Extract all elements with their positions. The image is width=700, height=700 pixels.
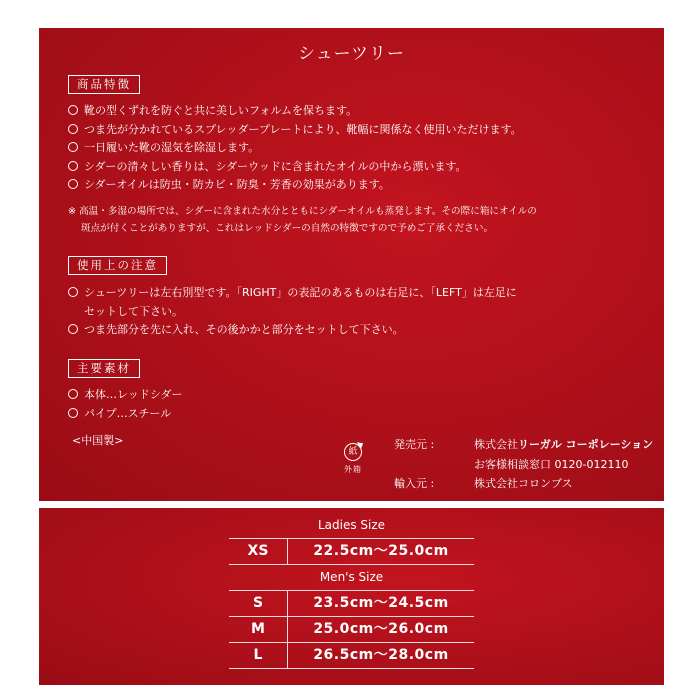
features-list bbox=[68, 102, 656, 195]
origin-label: <中国製> bbox=[72, 434, 124, 447]
list-item: シューツリーは左右別型です。「RIGHT」の表記のあるものは右足に、「LEFT」は左足に bbox=[68, 284, 656, 303]
table-row bbox=[229, 538, 474, 565]
size-panel bbox=[39, 508, 664, 685]
seller-key: 発売元 : bbox=[394, 438, 435, 451]
size-range: 23.5cm～24.5cm bbox=[313, 595, 449, 611]
company-info bbox=[394, 435, 653, 494]
paper-recycle-mark bbox=[339, 443, 367, 475]
list-item: シダーオイルは防虫・防カビ・防臭・芳香の効果があります。 bbox=[68, 176, 656, 195]
seller-name: リーガル コーポレーション bbox=[518, 438, 654, 451]
table-row bbox=[229, 643, 474, 669]
ladies-size-header: Ladies Size bbox=[317, 518, 386, 532]
product-info-panel bbox=[39, 28, 664, 501]
note-line: 斑点が付くことがありますが、これはレッドシダーの自然の特徴ですので予めご了承ください。 bbox=[81, 223, 494, 234]
materials-label: 主要素材 bbox=[68, 359, 140, 378]
list-item: つま先部分を先に入れ、その後かかと部分をセットして下さい。 bbox=[68, 321, 656, 340]
size-code: L bbox=[229, 643, 288, 668]
importer-name: 株式会社コロンブス bbox=[474, 477, 573, 490]
materials-list bbox=[68, 386, 656, 423]
note-line: ※ 高温・多湿の場所では、シダーに含まれた水分とともにシダーオイルも蒸発します。その際に箱にオイルの bbox=[68, 206, 537, 217]
mens-size-header: Men's Size bbox=[319, 570, 384, 584]
list-item: つま先が分かれているスプレッダープレートにより、靴幅に関係なく使用いただけます。 bbox=[68, 121, 656, 140]
size-range: 25.0cm～26.0cm bbox=[313, 621, 449, 637]
features-note bbox=[68, 203, 658, 237]
size-code: M bbox=[229, 617, 288, 642]
recycle-caption: 外箱 bbox=[344, 465, 362, 474]
features-label: 商品特徴 bbox=[68, 75, 140, 94]
importer-key: 輸入元 : bbox=[394, 477, 435, 490]
size-range: 22.5cm～25.0cm bbox=[313, 543, 449, 559]
size-table bbox=[229, 513, 474, 669]
contact-info: お客様相談窓口 0120-012110 bbox=[474, 457, 629, 471]
caution-label: 使用上の注意 bbox=[68, 256, 167, 275]
list-item-continuation: セットして下さい。 bbox=[84, 304, 183, 318]
caution-list bbox=[68, 284, 656, 340]
size-code: S bbox=[229, 591, 288, 616]
table-row bbox=[229, 617, 474, 643]
list-item: 本体…レッドシダー bbox=[68, 386, 656, 405]
list-item: 一日履いた靴の湿気を除湿します。 bbox=[68, 139, 656, 158]
size-code: XS bbox=[229, 539, 288, 564]
list-item: 靴の型くずれを防ぐと共に美しいフォルムを保ちます。 bbox=[68, 102, 656, 121]
recycle-icon: 紙 bbox=[344, 443, 362, 461]
list-item: シダーの清々しい香りは、シダーウッドに含まれたオイルの中から漂います。 bbox=[68, 158, 656, 177]
size-range: 26.5cm～28.0cm bbox=[313, 647, 449, 663]
seller-prefix: 株式会社 bbox=[474, 438, 518, 451]
list-item: パイプ…スチール bbox=[68, 405, 656, 424]
table-row bbox=[229, 590, 474, 617]
page-title: シューツリー bbox=[298, 44, 405, 64]
